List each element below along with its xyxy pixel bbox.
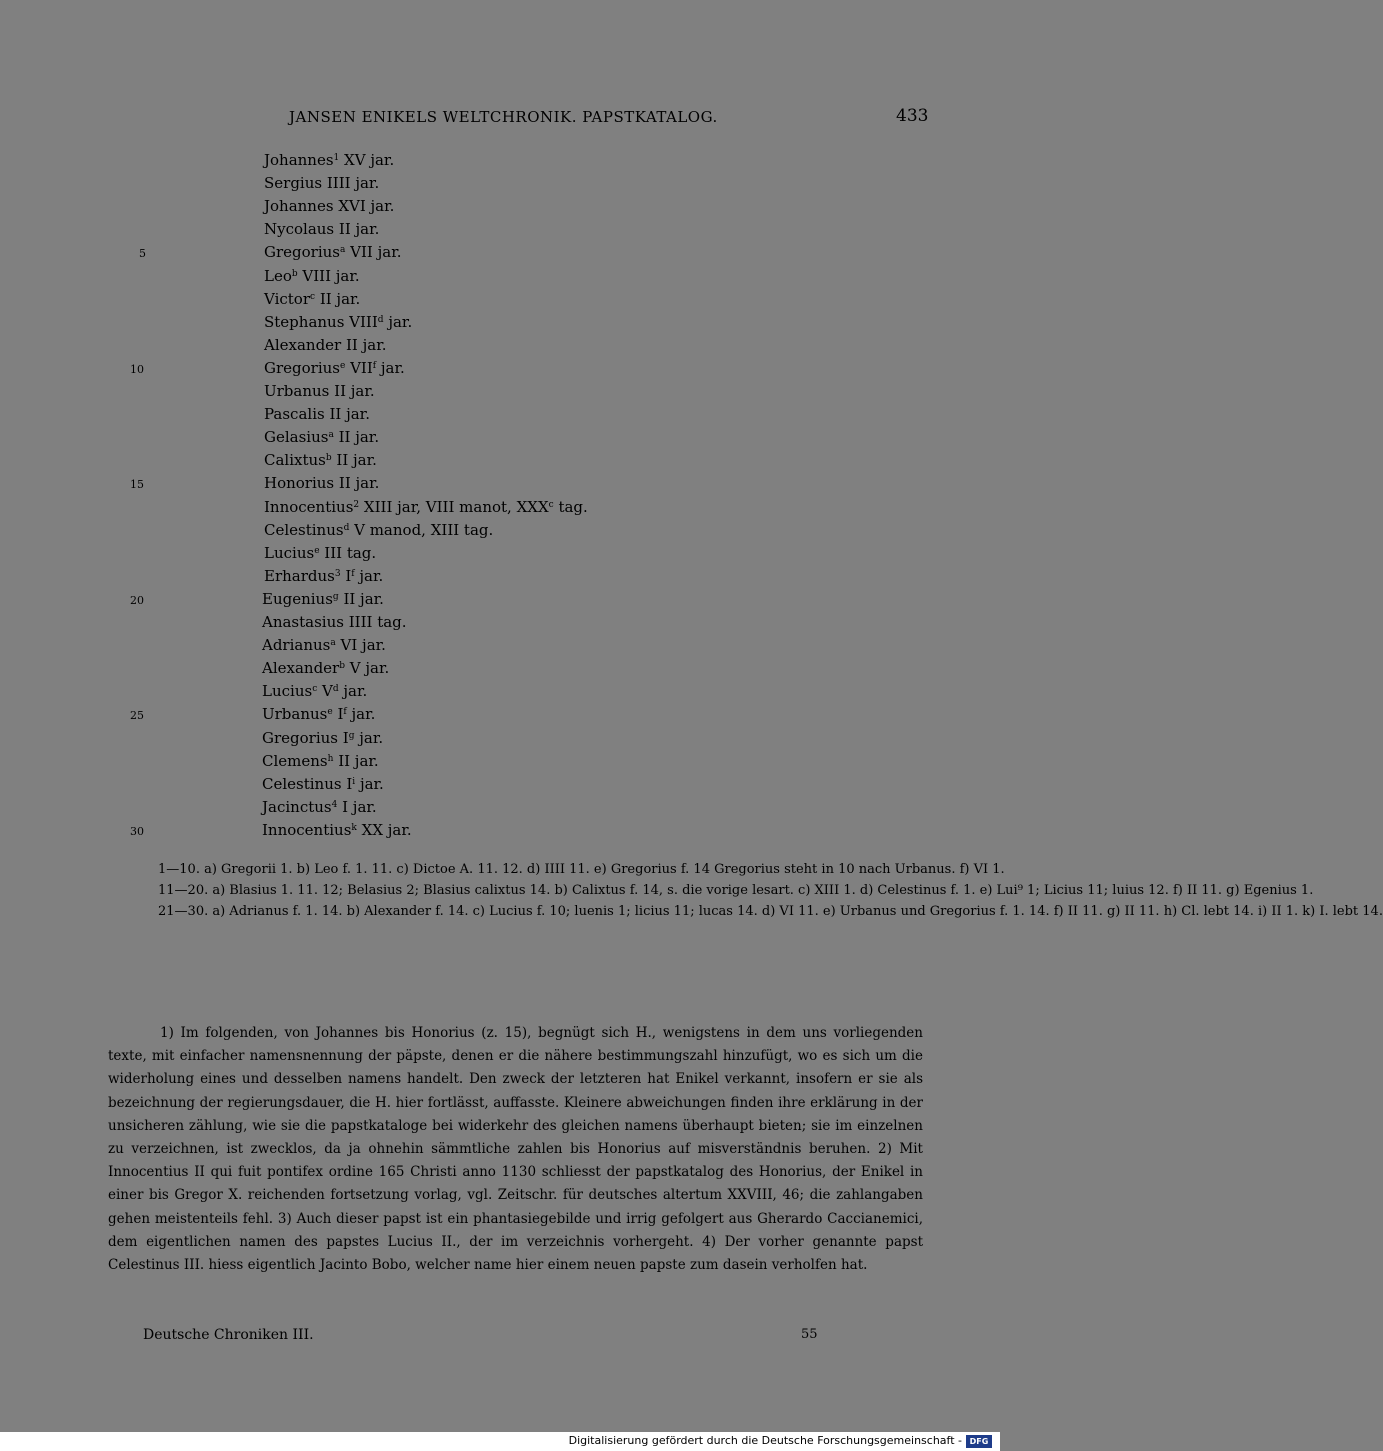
pope-entry (264, 565, 383, 588)
footnote-mark: 3 (334, 568, 341, 579)
pope-reign: tag. (553, 497, 588, 516)
page-number: 433 (896, 106, 929, 126)
pope-name: Calixtus (264, 451, 326, 470)
digitization-footer (0, 1432, 1000, 1451)
pope-name: Alexander (262, 659, 340, 678)
pope-reign: jar. (383, 312, 413, 331)
pope-entry (262, 727, 383, 750)
footnote-mark: g (332, 591, 339, 602)
pope-reign: IIII tag. (343, 613, 407, 631)
pope-name: Honorius (264, 474, 335, 493)
pope-entry (262, 773, 384, 796)
pope-entry (264, 472, 379, 495)
footnote-mark: d (332, 684, 339, 695)
dfg-logo: DFG (966, 1435, 992, 1448)
pope-reign: II jar. (341, 335, 387, 354)
pope-name: Anastasius (262, 613, 344, 631)
pope-name: Celestinus (262, 774, 342, 793)
footnote-mark: 4 (331, 799, 338, 810)
pope-reign: III tag. (319, 543, 377, 562)
pope-entry (264, 311, 412, 334)
pope-reign: II jar. (315, 289, 361, 308)
pope-name: Gelasius (264, 428, 329, 447)
footnote-mark: c (312, 684, 318, 695)
pope-name: Erhardus (264, 566, 335, 585)
pope-name: Nycolaus (264, 220, 335, 239)
pope-reign: VII jar. (345, 243, 402, 262)
pope-entry (264, 241, 401, 264)
pope-entry (264, 542, 376, 565)
pope-entry (262, 657, 389, 680)
pope-name: Gregorius (264, 243, 340, 262)
pope-reign: II jar. (329, 382, 375, 400)
pope-reign: XV jar. (339, 151, 395, 169)
footnote-mark: h (327, 753, 334, 764)
critical-apparatus (108, 860, 1383, 922)
footnote-text: 1) Im folgenden, von Johannes bis Honorius (z. 15), begnügt sich H., wenigstens in dem uns vorliegenden texte, mit einfacher namensnennung der päpste, denen er die nähere bestimmungszahl hinzufügt, wo es sich um die widerholung eines und desselben namens handelt. Den zweck der letzteren hat Enikel verkannt, insofern er sie als bezeichnung der regierungsdauer, die H. hier fortlässt, auffasste. Kleinere abweichungen finden ihre erklärung in der unsicheren zählung, wie sie die papstkataloge bei widerkehr des gleichen namens überhaupt bieten; sie im einzelnen zu verzeichnen, ist zwecklos, da ja ohnehin sämmtliche zahlen bis Honorius auf misverständnis beruhen. 2) Mit Innocentius II qui fuit pontifex ordine 165 Christi anno 1130 schliesst der papstkatalog des Honorius, der Enikel in einer bis Gregor X. reichenden fortsetzung vorlag, vgl. Zeitschr. für deutsches altertum XXVIII, 46; die zahlangaben gehen meistenteils fehl. 3) Auch dieser papst ist ein phantasiegebilde und irrig gefolgert aus Gherardo Caccianemici, dem eigentlichen namen des papstes Lucius II., der im verzeichnis vorhergeht. 4) Der vorher genannte papst Celestinus III. hiess eigentlich Jacinto Bobo, welcher name hier einem neuen papste zum dasein verholfen hat. (108, 1025, 923, 1274)
pope-name: Lucius (264, 543, 315, 562)
line-number: 10 (130, 362, 144, 376)
pope-reign: jar. (338, 682, 368, 701)
pope-reign: VI jar. (335, 636, 386, 655)
pope-name: Pascalis (264, 405, 325, 424)
pope-name: Johannes (264, 197, 334, 216)
pope-reign: I (338, 728, 349, 747)
pope-entry (264, 172, 379, 195)
pope-entry (264, 265, 360, 288)
pope-name: Alexander (264, 335, 342, 354)
pope-reign: II jar. (338, 589, 384, 608)
footnote-mark: g (348, 730, 355, 741)
pope-reign: jar. (354, 728, 384, 747)
pope-reign: I (340, 566, 352, 585)
pope-name: Gregorius (264, 358, 340, 377)
pope-reign: II jar. (331, 451, 377, 470)
pope-entry (264, 195, 394, 218)
pope-name: Adrianus (262, 636, 331, 655)
pope-entry (264, 357, 405, 380)
pope-name: Celestinus (264, 520, 344, 539)
pope-reign: jar. (354, 566, 384, 585)
footnote-mark: f (372, 360, 377, 371)
footnotes (108, 1022, 923, 1277)
footnote-mark: b (339, 661, 345, 672)
pope-reign: jar. (355, 774, 384, 793)
pope-reign: IIII jar. (322, 174, 380, 193)
pope-reign: II jar. (334, 474, 380, 493)
pope-reign: I jar. (337, 797, 377, 816)
pope-reign: I (332, 705, 344, 724)
pope-entry (262, 611, 407, 634)
apparatus-entry: 21—30. a) Adrianus f. 1. 14. b) Alexander f. 14. c) Lucius f. 10; luenis 1; licius 11; lucas 14. d) VI 11. e) Urbanus und Gregorius f. 1. 14. f) II 11. g) II 11. h) Cl. lebt 14. i) II 1. k) I. lebt 14. (158, 903, 1383, 919)
pope-name: Leo (264, 266, 292, 285)
footnote-mark: 1 (333, 153, 340, 163)
pope-reign: V (317, 682, 333, 701)
line-number: 5 (139, 247, 146, 261)
pope-name: Jacinctus (262, 797, 332, 816)
pope-reign: XX jar. (356, 820, 412, 839)
pope-entry (264, 449, 377, 472)
pope-reign: I (341, 774, 353, 793)
pope-reign: II jar. (333, 751, 379, 770)
footnote-mark: f (351, 568, 355, 579)
pope-entry (264, 426, 379, 449)
pope-name: Urbanus (262, 705, 328, 724)
pope-reign: II jar. (334, 220, 380, 239)
pope-entry (264, 334, 387, 357)
pope-reign: jar. (346, 705, 376, 724)
line-number: 30 (130, 824, 144, 838)
pope-name: Clemens (262, 751, 328, 770)
pope-entry (264, 496, 588, 519)
pope-entry (262, 703, 375, 726)
pope-reign: II jar. (333, 428, 380, 447)
line-number: 25 (130, 709, 144, 723)
pope-name: Innocentius (262, 820, 352, 839)
signature-mark: Deutsche Chroniken III. (143, 1327, 314, 1343)
pope-entry (262, 750, 379, 773)
signature-number: 55 (801, 1327, 818, 1342)
footnote-mark: d (343, 522, 350, 533)
footnote-mark: b (291, 268, 298, 279)
footer-text: Digitalisierung gefördert durch die Deutsche Forschungsgemeinschaft - (568, 1434, 962, 1447)
footnote-mark: d (377, 314, 384, 325)
apparatus-entry: 1—10. a) Gregorii 1. b) Leo f. 1. 11. c) Dictoe A. 11. 12. d) IIII 11. e) Gregorius f. 14 Gregorius steht in 10 nach Urbanus. f) VI 1. (158, 862, 1005, 877)
footnote-mark: c (548, 499, 554, 510)
footnote-mark: a (340, 245, 346, 256)
footnote-mark: i (352, 776, 356, 787)
footnote-mark: a (328, 430, 334, 441)
footnote-mark: e (340, 360, 346, 371)
footnote-mark: f (343, 707, 347, 718)
pope-name: Stephanus VIII (264, 312, 378, 331)
pope-reign: XIII jar, VIII manot, XXX (359, 497, 549, 516)
pope-entry (262, 588, 384, 611)
footnote-mark: b (325, 453, 332, 464)
pope-name: Johannes (264, 151, 334, 169)
pope-name: Eugenius (262, 589, 333, 608)
pope-entry (264, 288, 360, 311)
footnote-mark: 2 (353, 499, 360, 510)
pope-reign: VIII jar. (297, 266, 360, 285)
pope-reign: XVI jar. (333, 197, 395, 216)
apparatus-entry: 11—20. a) Blasius 1. 11. 12; Belasius 2; Blasius calixtus 14. b) Calixtus f. 14, s. die vorige lesart. c) XIII 1. d) Celestinus f. 1. e) Lui⁹ 1; Licius 11; luius 12. f) II 11. g) Egenius 1. (158, 882, 1314, 898)
pope-entry (262, 819, 412, 842)
pope-reign: VII (345, 358, 373, 377)
line-number: 15 (130, 478, 144, 492)
pope-name: Urbanus (264, 382, 330, 400)
pope-name: Gregorius (262, 728, 338, 747)
line-number: 20 (130, 593, 144, 607)
pope-reign: II jar. (324, 405, 370, 424)
pope-entry (262, 796, 377, 819)
pope-name: Sergius (264, 174, 323, 193)
pope-name: Lucius (262, 682, 313, 701)
footnote-mark: e (327, 707, 333, 718)
pope-reign: V jar. (345, 659, 390, 678)
footnote-mark: k (351, 822, 357, 833)
pope-entry (264, 380, 375, 403)
pope-entry (264, 149, 394, 172)
pope-entry (264, 519, 493, 542)
pope-name: Innocentius (264, 497, 354, 516)
pope-entry (262, 680, 367, 703)
pope-name: Victor (264, 289, 310, 308)
running-header: JANSEN ENIKELS WELTCHRONIK. PAPSTKATALOG. (289, 108, 718, 126)
pope-reign: V manod, XIII tag. (349, 520, 494, 539)
footnote-mark: c (310, 291, 316, 302)
pope-entry (264, 403, 370, 426)
pope-reign: jar. (376, 358, 405, 377)
pope-entry (264, 218, 379, 241)
pope-entry (262, 634, 386, 657)
footnote-mark: e (314, 545, 320, 556)
footnote-mark: a (330, 638, 336, 649)
